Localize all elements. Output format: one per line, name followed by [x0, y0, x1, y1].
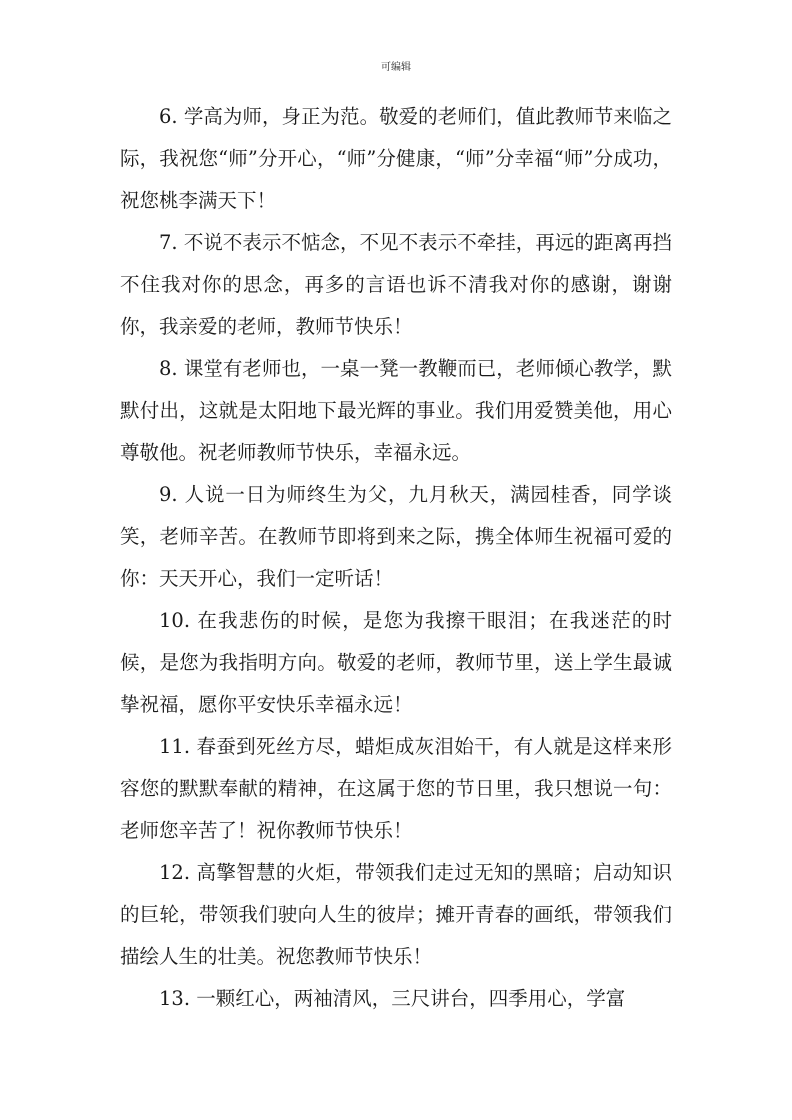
paragraph-12: 12. 高擎智慧的火炬，带领我们走过无知的黑暗；启动知识的巨轮，带领我们驶向人生的彼岸；摊开青春的画纸，带领我们描绘人生的壮美。祝您教师节快乐！ — [120, 861, 672, 968]
paragraph-13: 13. 一颗红心，两袖清风，三尺讲台，四季用心，学富 — [159, 987, 626, 1010]
paragraph-9: 9. 人说一日为师终生为父，九月秋天，满园桂香，同学谈笑，老师辛苦。在教师节即将到来之际，携全体师生祝福可爱的你：天天开心，我们一定听话！ — [120, 483, 672, 590]
page-header-note: 可编辑 — [381, 62, 411, 73]
paragraph-6: 6. 学高为师，身正为范。敬爱的老师们，值此教师节来临之际，我祝您“师”分开心，“师”分健康，“师”分幸福“师”分成功，祝您桃李满天下！ — [120, 105, 672, 212]
paragraph-7: 7. 不说不表示不惦念，不见不表示不牵挂，再远的距离再挡不住我对你的思念，再多的言语也诉不清我对你的感谢，谢谢你，我亲爱的老师，教师节快乐！ — [120, 231, 672, 338]
document-body — [120, 96, 672, 1020]
paragraph-11: 11. 春蚕到死丝方尽，蜡炬成灰泪始干，有人就是这样来形容您的默默奉献的精神，在这属于您的节日里，我只想说一句：老师您辛苦了！祝你教师节快乐！ — [120, 735, 672, 842]
paragraph-8: 8. 课堂有老师也，一桌一凳一教鞭而已，老师倾心教学，默默付出，这就是太阳地下最光辉的事业。我们用爱赞美他，用心尊敬他。祝老师教师节快乐，幸福永远。 — [120, 357, 672, 464]
paragraph-10: 10. 在我悲伤的时候，是您为我擦干眼泪；在我迷茫的时候，是您为我指明方向。敬爱的老师，教师节里，送上学生最诚挚祝福，愿你平安快乐幸福永远！ — [120, 609, 672, 716]
